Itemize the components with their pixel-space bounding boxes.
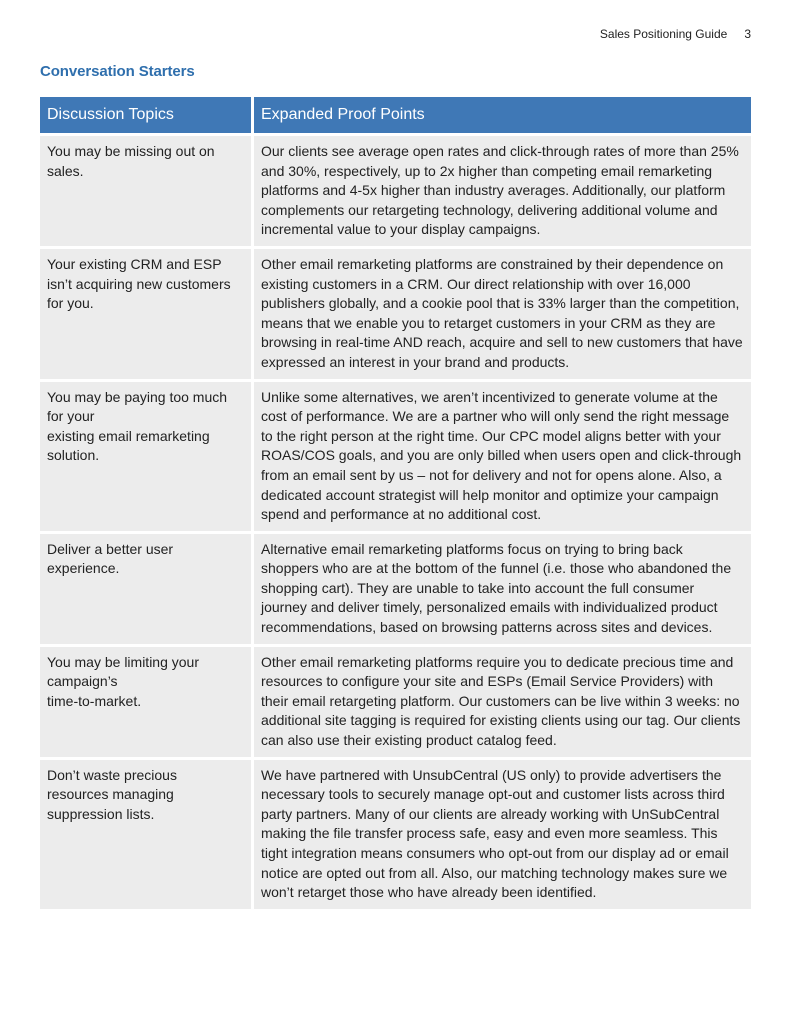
topic-cell: Deliver a better user experience.: [40, 531, 251, 644]
proof-cell: We have partnered with UnsubCentral (US only) to provide advertisers the necessary tools to securely manage opt-out and customer lists across third party partners. Many of our clients are already working with UnSubCentral making the file transfer process safe, easy and even more seamless. This tight integration means consumers who opt-out from our display ad or email notice are opted out from all. Also, our matching technology makes sure we won’t retarget those who have already been identified.: [251, 757, 751, 909]
proof-cell: Other email remarketing platforms require you to dedicate precious time and resources to configure your site and ESPs (Email Service Providers) with their email retargeting platform. Our customers can be live within 3 weeks: no additional site tagging is required for existing clients using our tag. Our clients can also use their existing product catalog feed.: [251, 644, 751, 757]
topic-cell: Your existing CRM and ESP isn’t acquiring new customers for you.: [40, 246, 251, 379]
topic-cell: You may be paying too much for your existing email remarketing solution.: [40, 379, 251, 531]
page-number: 3: [744, 27, 751, 41]
column-header-proof-points: Expanded Proof Points: [251, 97, 751, 133]
table-row: [40, 133, 751, 246]
topic-cell: You may be limiting your campaign’s time-to-market.: [40, 644, 251, 757]
page-header: [600, 27, 751, 41]
proof-cell: Our clients see average open rates and click-through rates of more than 25% and 30%, respectively, up to 2x higher than competing email remarketing platforms and 4-5x higher than industry averages. Additionally, our platform complements our retargeting technology, delivering additional volume and incremental value to your display campaigns.: [251, 133, 751, 246]
table-row: [40, 246, 751, 379]
topic-cell: Don’t waste precious resources managing suppression lists.: [40, 757, 251, 909]
proof-cell: Other email remarketing platforms are constrained by their dependence on existing customers in a CRM. Our direct relationship with over 16,000 publishers globally, and a cookie pool that is 33% larger than the competition, means that we enable you to retarget customers in your CRM as they are browsing in real-time AND reach, acquire and sell to new customers that have expressed an interest in your brand and products.: [251, 246, 751, 379]
section-title: Conversation Starters: [40, 63, 195, 80]
doc-title: Sales Positioning Guide: [599, 27, 728, 41]
column-header-topics: Discussion Topics: [40, 97, 251, 133]
table-row: [40, 757, 751, 909]
proof-cell: Unlike some alternatives, we aren’t incentivized to generate volume at the cost of performance. We are a partner who will only send the right message to the right person at the right time. Our CPC model aligns better with your ROAS/COS goals, and you are only billed when users open and click-through from an email sent by us – not for delivery and not for opens alone. Also, a dedicated account strategist will help monitor and optimize your campaign spend and performance at no additional cost.: [251, 379, 751, 531]
table-header-row: [40, 97, 751, 133]
conversation-starters-table: [40, 97, 751, 909]
table-row: [40, 644, 751, 757]
proof-cell: Alternative email remarketing platforms focus on trying to bring back shoppers who are at the bottom of the funnel (i.e. those who abandoned the shopping cart). They are unable to take into account the full consumer journey and deliver timely, personalized emails with individualized product recommendations, based on browsing patterns across sites and devices.: [251, 531, 751, 644]
table-row: [40, 379, 751, 531]
table-row: [40, 531, 751, 644]
topic-cell: You may be missing out on sales.: [40, 133, 251, 246]
